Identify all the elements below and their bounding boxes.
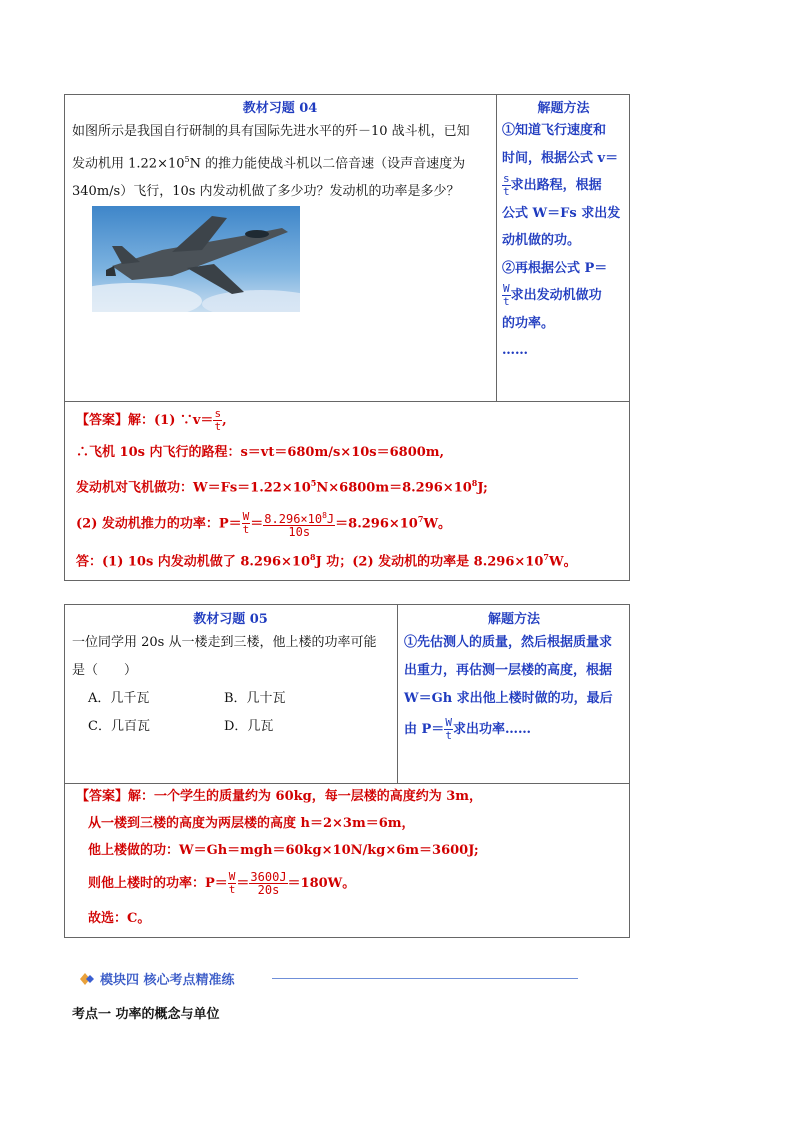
method-line: 公式 W＝Fs 求出发 <box>502 205 621 221</box>
answer-line: 【答案】解：(1) ∵v＝ $\frac{s}{t}$ , <box>76 407 227 433</box>
point-one-heading: 考点一 功率的概念与单位 <box>72 1007 220 1022</box>
exercise-05-title: 教材习题 05 <box>193 612 268 627</box>
module-title: 模块四 核心考点精准练 <box>100 973 235 988</box>
fighter-jet-image <box>92 206 300 312</box>
fraction: $\frac{s}{t}$ <box>214 407 222 433</box>
exercise-04-method-title: 解题方法 <box>537 101 590 116</box>
option-c: C．几百瓦 <box>88 719 150 734</box>
fraction: $\frac{W}{t}$ <box>228 870 236 896</box>
method-line: 时间，根据公式 v＝ <box>502 150 619 166</box>
answer-line: 故选：C。 <box>88 911 151 926</box>
exercise-04-answer <box>76 404 577 574</box>
exercise-04-divider <box>496 94 497 402</box>
diamond-icon <box>80 971 96 990</box>
exercise-04-title: 教材习题 04 <box>242 101 318 116</box>
question-line: 是（ ） <box>72 663 138 678</box>
answer-line: 发动机对飞机做功：$W=Fs=1.22\times 10^5N\times 6800m=8.296\times 10^8J$; <box>76 478 488 496</box>
method-line: $\frac{s}{t}$ 求出路程，根据 <box>503 172 602 198</box>
method-line: ①先估测人的质量，然后根据质量求 <box>404 635 613 650</box>
module-header <box>80 968 580 988</box>
fraction-w-over-t: $\frac{W}{t}$ <box>503 282 510 308</box>
method-line: …… <box>502 343 528 358</box>
answer-line: 答：(1) 10s 内发动机做了 $8.296\times 10^8J$ 功；(2) 发动机的功率是 $8.296\times 10^7W$。 <box>76 552 577 570</box>
exercise-04-method <box>502 117 620 365</box>
method-line: 动机做的功。 <box>502 233 581 248</box>
answer-line: 他上楼做的功：W＝Gh＝mgh＝60kg×10N/kg×6m＝3600J; <box>88 843 479 858</box>
option-a: A．几千瓦 <box>88 691 150 706</box>
question-line: 340m/s）飞行，10s 内发动机做了多少功？发动机的功率是多少？ <box>72 184 460 200</box>
method-line: ②再根据公式 P＝ <box>502 260 608 276</box>
exercise-05-answer <box>76 784 483 934</box>
question-line: 发动机用 $1.22\times 10^5N$ 的推力能使战斗机以二倍音速（设声音速度为 <box>72 155 466 172</box>
answer-line: 【答案】解：一个学生的质量约为 60kg，每一层楼的高度约为 3m， <box>76 789 483 804</box>
fraction-s-over-t: $\frac{s}{t}$ <box>503 172 510 198</box>
option-d: D．几瓦 <box>224 719 274 734</box>
exercise-05-divider <box>397 604 398 784</box>
method-line: W＝Gh 求出他上楼时做的功，最后 <box>404 691 613 706</box>
fraction: $\frac{W}{t}$ <box>242 510 250 537</box>
exercise-05-question <box>72 629 376 741</box>
answer-line: ∴飞机 10s 内飞行的路程：s＝vt＝680m/s×10s＝6800m, <box>76 445 445 460</box>
method-line: 的功率。 <box>502 315 555 331</box>
exercise-04-question <box>72 118 470 206</box>
fraction: $\frac{8.296\times 10^8J}{10s}$ <box>264 510 335 539</box>
answer-line: (2) 发动机推力的功率：P＝ $\frac{W}{t}$ ＝ $\frac{8.296\times 10^8J}{10s}$ $=8.296\times 10^7W$。 <box>76 510 452 539</box>
question-line: 一位同学用 20s 从一楼走到三楼，他上楼的功率可能 <box>72 635 377 650</box>
options-row <box>72 713 376 741</box>
option-b: B．几十瓦 <box>224 691 286 706</box>
method-line: $\frac{W}{t}$ 求出发动机做功 <box>503 282 602 308</box>
exercise-04-answer-divider <box>64 401 630 402</box>
options-row <box>72 685 376 713</box>
method-line: 出重力，再估测一层楼的高度，根据 <box>404 663 613 678</box>
method-line: ①知道飞行速度和 <box>502 123 607 138</box>
answer-line: 从一楼到三楼的高度为两层楼的高度 h＝2×3m＝6m， <box>88 816 415 831</box>
exercise-05-method-title: 解题方法 <box>487 612 540 627</box>
fraction: $\frac{3600J}{20s}$ <box>250 870 287 897</box>
module-rule <box>272 978 578 979</box>
fraction-w-over-t: $\frac{W}{t}$ <box>445 716 452 742</box>
answer-line: 则他上楼时的功率：P＝ $\frac{W}{t}$ ＝ $\frac{3600J}{20s}$ ＝180W。 <box>88 870 356 897</box>
question-line: 如图所示是我国自行研制的具有国际先进水平的歼－10 战斗机，已知 <box>72 124 470 139</box>
exercise-05-method <box>404 629 613 747</box>
method-line: 由 P＝ $\frac{W}{t}$ 求出功率…… <box>404 716 531 742</box>
